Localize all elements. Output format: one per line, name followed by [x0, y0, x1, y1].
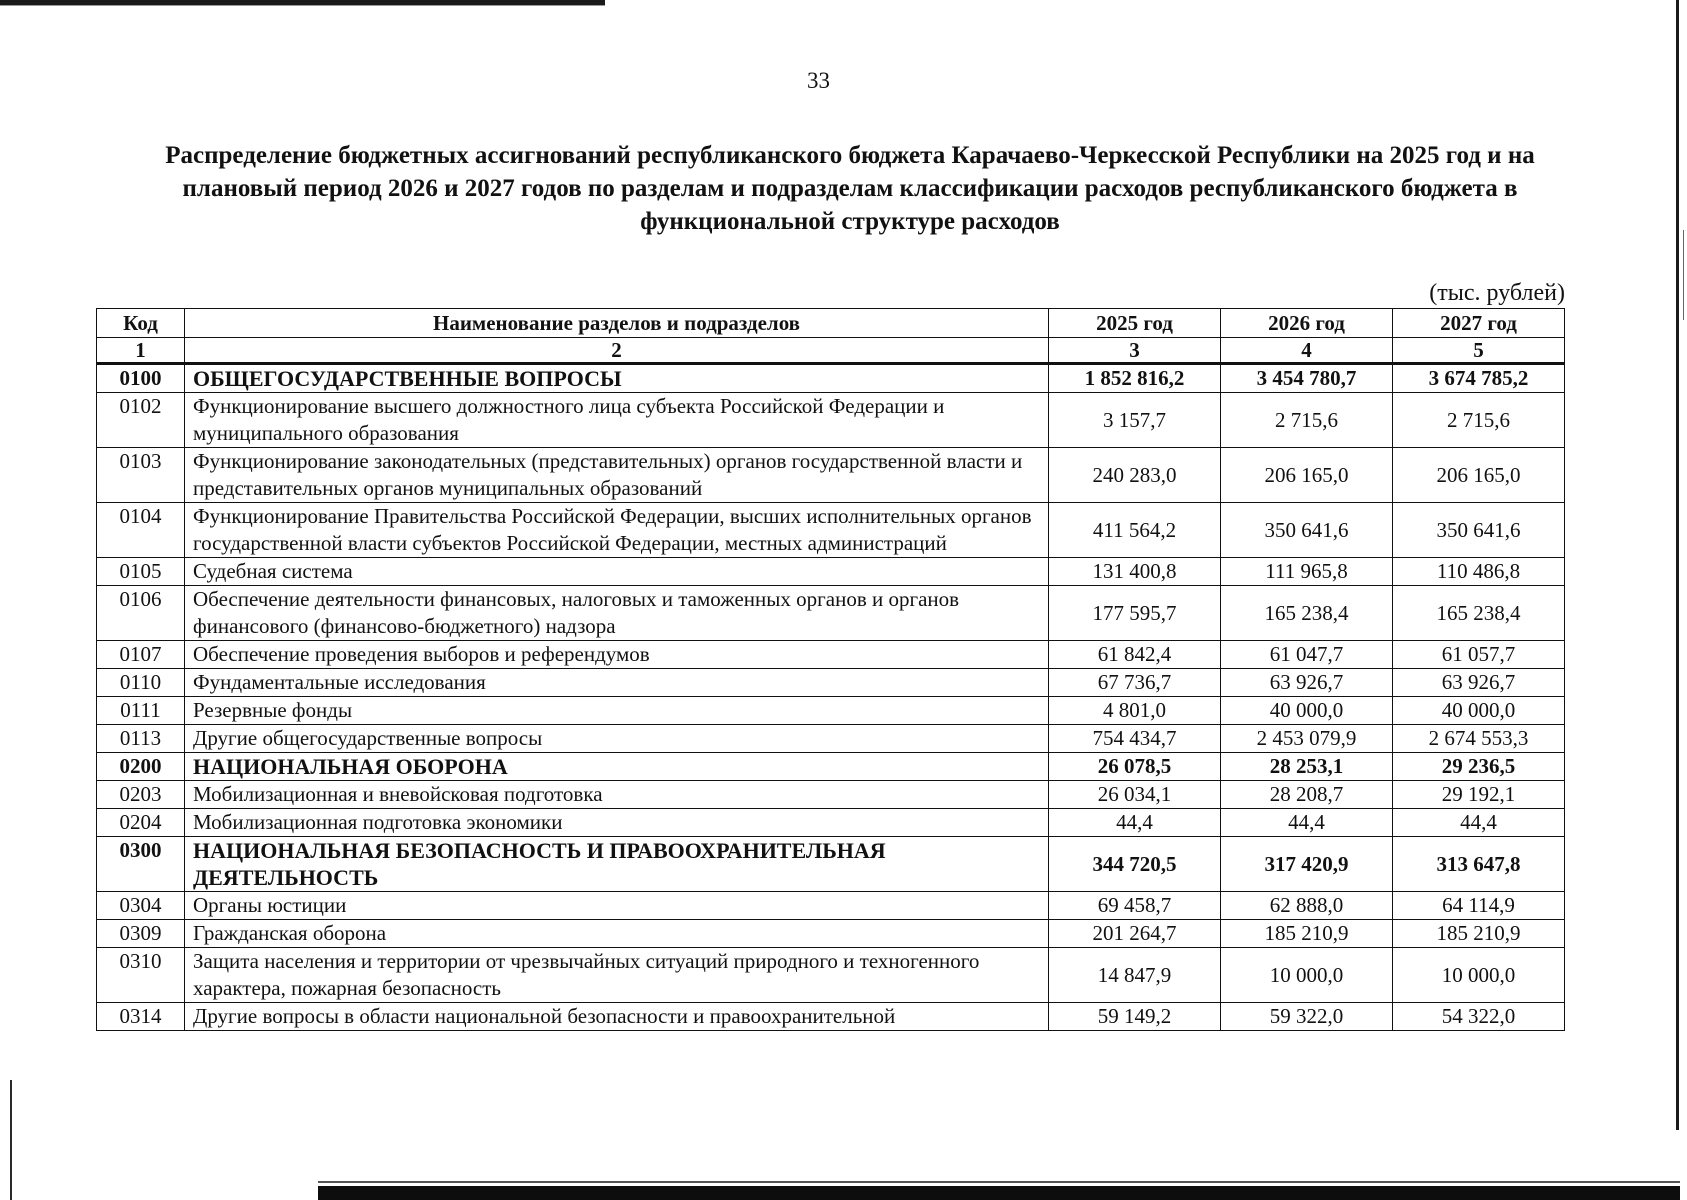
header-2026: 2026 год	[1221, 309, 1393, 338]
row-value-2026: 206 165,0	[1221, 448, 1393, 503]
row-value-2027: 313 647,8	[1393, 837, 1565, 892]
table-row	[97, 781, 1565, 809]
row-code: 0309	[97, 920, 185, 948]
document-title: Распределение бюджетных ассигнований республиканского бюджета Карачаево-Черкесской Республики на 2025 год и на плановый период 2026 и 2027 годов по разделам и подразделам классификации расходов республиканского бюджета в функциональной структуре расходов	[165, 142, 1535, 235]
row-code: 0113	[97, 725, 185, 753]
table-header-row	[97, 309, 1565, 338]
table-row	[97, 920, 1565, 948]
column-number: 2	[185, 338, 1049, 364]
row-code: 0304	[97, 892, 185, 920]
scan-edge-left	[10, 1080, 12, 1200]
row-code: 0103	[97, 448, 185, 503]
row-value-2026: 2 453 079,9	[1221, 725, 1393, 753]
row-value-2026: 59 322,0	[1221, 1003, 1393, 1031]
row-code: 0107	[97, 641, 185, 669]
row-name: Другие вопросы в области национальной безопасности и правоохранительной	[185, 1003, 1049, 1031]
table-row	[97, 753, 1565, 781]
table-row	[97, 948, 1565, 1003]
row-name: Резервные фонды	[185, 697, 1049, 725]
row-value-2025: 201 264,7	[1049, 920, 1221, 948]
row-code: 0100	[97, 364, 185, 393]
column-number: 5	[1393, 338, 1565, 364]
row-value-2027: 3 674 785,2	[1393, 364, 1565, 393]
budget-table-body	[97, 364, 1565, 1031]
row-value-2027: 54 322,0	[1393, 1003, 1565, 1031]
scan-edge-bottom	[318, 1186, 1680, 1200]
header-2025: 2025 год	[1049, 309, 1221, 338]
header-code: Код	[97, 309, 185, 338]
row-value-2026: 28 208,7	[1221, 781, 1393, 809]
row-code: 0200	[97, 753, 185, 781]
row-value-2027: 10 000,0	[1393, 948, 1565, 1003]
header-2027: 2027 год	[1393, 309, 1565, 338]
table-row	[97, 586, 1565, 641]
budget-table	[96, 308, 1565, 1031]
row-value-2026: 317 420,9	[1221, 837, 1393, 892]
row-value-2027: 2 715,6	[1393, 393, 1565, 448]
scan-edge-bottom-thin	[318, 1181, 1680, 1183]
row-value-2026: 61 047,7	[1221, 641, 1393, 669]
row-value-2027: 350 641,6	[1393, 503, 1565, 558]
row-name: Органы юстиции	[185, 892, 1049, 920]
row-value-2026: 3 454 780,7	[1221, 364, 1393, 393]
table-row	[97, 364, 1565, 393]
row-value-2025: 240 283,0	[1049, 448, 1221, 503]
table-row	[97, 837, 1565, 892]
header-name: Наименование разделов и подразделов	[185, 309, 1049, 338]
row-value-2025: 344 720,5	[1049, 837, 1221, 892]
row-value-2025: 44,4	[1049, 809, 1221, 837]
row-value-2026: 44,4	[1221, 809, 1393, 837]
row-value-2025: 177 595,7	[1049, 586, 1221, 641]
row-code: 0203	[97, 781, 185, 809]
row-code: 0300	[97, 837, 185, 892]
row-value-2026: 165 238,4	[1221, 586, 1393, 641]
table-row	[97, 892, 1565, 920]
row-name: ОБЩЕГОСУДАРСТВЕННЫЕ ВОПРОСЫ	[185, 364, 1049, 393]
row-value-2026: 10 000,0	[1221, 948, 1393, 1003]
row-name: НАЦИОНАЛЬНАЯ БЕЗОПАСНОСТЬ И ПРАВООХРАНИТЕЛЬНАЯ ДЕЯТЕЛЬНОСТЬ	[185, 837, 1049, 892]
row-value-2026: 111 965,8	[1221, 558, 1393, 586]
table-row	[97, 393, 1565, 448]
row-name: Защита населения и территории от чрезвычайных ситуаций природного и техногенного характера, пожарная безопасность	[185, 948, 1049, 1003]
row-value-2027: 44,4	[1393, 809, 1565, 837]
row-value-2027: 61 057,7	[1393, 641, 1565, 669]
table-row	[97, 641, 1565, 669]
row-value-2026: 2 715,6	[1221, 393, 1393, 448]
row-code: 0111	[97, 697, 185, 725]
row-value-2027: 63 926,7	[1393, 669, 1565, 697]
row-value-2027: 206 165,0	[1393, 448, 1565, 503]
row-value-2025: 1 852 816,2	[1049, 364, 1221, 393]
column-number: 1	[97, 338, 185, 364]
row-name: Другие общегосударственные вопросы	[185, 725, 1049, 753]
row-value-2025: 67 736,7	[1049, 669, 1221, 697]
row-value-2026: 185 210,9	[1221, 920, 1393, 948]
row-value-2025: 754 434,7	[1049, 725, 1221, 753]
table-row	[97, 558, 1565, 586]
row-code: 0314	[97, 1003, 185, 1031]
row-value-2025: 3 157,7	[1049, 393, 1221, 448]
row-code: 0110	[97, 669, 185, 697]
column-number: 3	[1049, 338, 1221, 364]
column-number-row	[97, 338, 1565, 364]
row-value-2025: 59 149,2	[1049, 1003, 1221, 1031]
page-number: 33	[807, 68, 830, 93]
scan-edge-right	[1676, 0, 1679, 1130]
row-value-2025: 411 564,2	[1049, 503, 1221, 558]
table-row	[97, 503, 1565, 558]
row-value-2026: 40 000,0	[1221, 697, 1393, 725]
row-value-2026: 28 253,1	[1221, 753, 1393, 781]
row-value-2025: 4 801,0	[1049, 697, 1221, 725]
row-value-2025: 26 034,1	[1049, 781, 1221, 809]
table-row	[97, 809, 1565, 837]
row-name: Функционирование законодательных (представительных) органов государственной власти и представительных органов муниципальных образований	[185, 448, 1049, 503]
table-row	[97, 725, 1565, 753]
row-value-2026: 63 926,7	[1221, 669, 1393, 697]
row-name: НАЦИОНАЛЬНАЯ ОБОРОНА	[185, 753, 1049, 781]
row-value-2027: 165 238,4	[1393, 586, 1565, 641]
row-code: 0105	[97, 558, 185, 586]
row-name: Мобилизационная и вневойсковая подготовка	[185, 781, 1049, 809]
row-name: Судебная система	[185, 558, 1049, 586]
column-number: 4	[1221, 338, 1393, 364]
row-name: Обеспечение проведения выборов и референдумов	[185, 641, 1049, 669]
row-name: Функционирование высшего должностного лица субъекта Российской Федерации и муниципального образования	[185, 393, 1049, 448]
row-code: 0106	[97, 586, 185, 641]
row-code: 0310	[97, 948, 185, 1003]
row-value-2027: 29 236,5	[1393, 753, 1565, 781]
row-name: Обеспечение деятельности финансовых, налоговых и таможенных органов и органов финансового (финансово-бюджетного) надзора	[185, 586, 1049, 641]
row-value-2025: 26 078,5	[1049, 753, 1221, 781]
table-row	[97, 669, 1565, 697]
row-value-2027: 40 000,0	[1393, 697, 1565, 725]
row-value-2025: 61 842,4	[1049, 641, 1221, 669]
row-name: Мобилизационная подготовка экономики	[185, 809, 1049, 837]
row-value-2026: 62 888,0	[1221, 892, 1393, 920]
row-value-2027: 64 114,9	[1393, 892, 1565, 920]
row-code: 0204	[97, 809, 185, 837]
table-row	[97, 697, 1565, 725]
row-value-2027: 29 192,1	[1393, 781, 1565, 809]
row-value-2025: 131 400,8	[1049, 558, 1221, 586]
table-row	[97, 1003, 1565, 1031]
row-value-2027: 2 674 553,3	[1393, 725, 1565, 753]
row-value-2025: 69 458,7	[1049, 892, 1221, 920]
scan-edge-top-thin	[0, 5, 605, 6]
row-code: 0102	[97, 393, 185, 448]
table-row	[97, 448, 1565, 503]
row-code: 0104	[97, 503, 185, 558]
row-name: Фундаментальные исследования	[185, 669, 1049, 697]
units-note: (тыс. рублей)	[1429, 280, 1565, 306]
row-value-2026: 350 641,6	[1221, 503, 1393, 558]
row-name: Гражданская оборона	[185, 920, 1049, 948]
scan-edge-right-dash	[1683, 230, 1684, 320]
row-value-2027: 110 486,8	[1393, 558, 1565, 586]
row-name: Функционирование Правительства Российской Федерации, высших исполнительных органов государственной власти субъектов Российской Федерации, местных администраций	[185, 503, 1049, 558]
row-value-2027: 185 210,9	[1393, 920, 1565, 948]
row-value-2025: 14 847,9	[1049, 948, 1221, 1003]
